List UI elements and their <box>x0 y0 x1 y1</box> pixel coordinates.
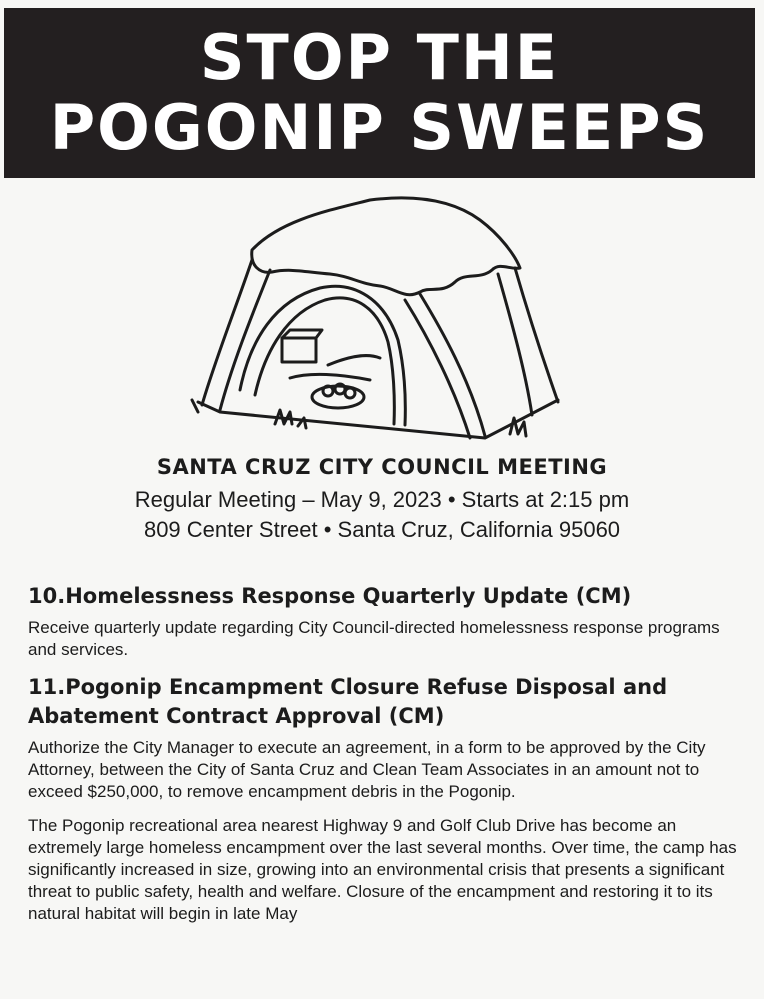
agenda-item-description: Authorize the City Manager to execute an agreement, in a form to be approved by the City Attorney, between the City of Santa Cruz and Clean Team Associates in an amount not to exceed $250,000, to remove encampment debris in the Pogonip. <box>28 738 706 801</box>
meeting-title: SANTA CRUZ CITY COUNCIL MEETING <box>156 455 608 479</box>
meeting-address: 809 Center Street • Santa Cruz, California 95060 <box>143 517 621 542</box>
agenda-item-heading: 10.Homelessness Response Quarterly Update (CM) <box>28 584 632 608</box>
headline-line-2: POGONIP SWEEPS <box>49 91 710 164</box>
agenda-item-description: The Pogonip recreational area nearest Highway 9 and Golf Club Drive has become an extremely large homeless encampment over the last several months. Over time, the camp has significantly increased in size, growing into an environmental crisis that presents a significant threat to public safety, health and welfare. Closure of the encampment and restoring it to its natural habitat will begin in late May <box>28 816 737 923</box>
meeting-date-time: Regular Meeting – May 9, 2023 • Starts at 2:15 pm <box>134 487 630 512</box>
agenda-item-description: Receive quarterly update regarding City Council-directed homelessness response programs and services. <box>28 618 720 659</box>
tent-icon <box>180 190 580 450</box>
meeting-info <box>0 455 764 545</box>
agenda-item-heading: 11.Pogonip Encampment Closure Refuse Disposal and Abatement Contract Approval (CM) <box>28 675 668 728</box>
headline-banner <box>4 8 755 178</box>
headline-line-1: STOP THE <box>199 21 560 94</box>
agenda-content <box>28 582 740 937</box>
